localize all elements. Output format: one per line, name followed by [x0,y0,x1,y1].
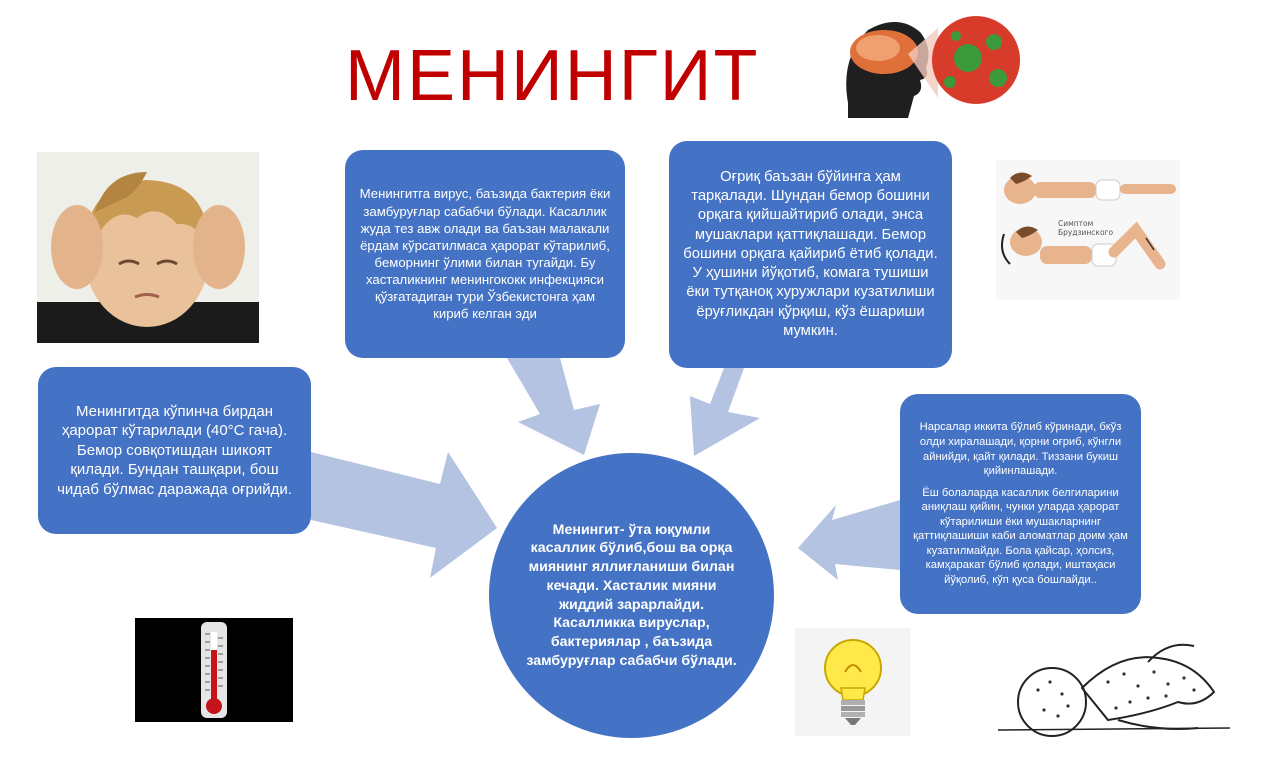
page-title: МЕНИНГИТ [345,36,760,116]
arrow-top-left [507,358,600,455]
fever-info-text: Менингитда кўпинча бирдан ҳарорат кўтарилади (40°С гача). Бемор совқотишдан шикоят қилади. Бундан ташқари, бош чидаб бўлмас даражада оғрийди. [57,402,292,498]
symptoms-info-text-1: Нарсалар иккита бўлиб кўринади, бкўз олди хиралашади, қорни оғриб, кўнгли айнийди, қайт қилади. Тиззани букиш қийинлашади. [919,421,1122,478]
pain-info-box [669,141,952,368]
symptoms-info-text-2: Ёш болаларда касаллик белгиларини аниқлаш қийин, чунки уларда ҳарорат кўтарилиши ёки мушакларнинг қаттиқлашиши каби аломатлар доим ҳам кузатилмайди. Бола қайсар, ҳолсиз, камҳаракат бўлиб қолади, иштаҳаси йўқолиб, кўп қуса бошлайди.. [913,486,1128,587]
thermometer-image [135,618,293,722]
headache-child-image [37,152,259,343]
rash-sketch-image [998,632,1230,742]
arrow-top-right [690,368,760,456]
symptoms-info-box [900,394,1141,614]
brain-virus-image [838,8,1028,118]
brudzinski-caption: Симптом Брудзинского [1058,219,1114,238]
light-bulb-image [795,628,911,736]
arrow-left [311,452,497,578]
cause-info-text: Менингитга вирус, баъзида бактерия ёки замбуруғлар сабабчи бўлади. Касаллик жуда тез авж олади ва баъзан малакали ёрдам кўрсатилмаса ҳарорат кўтарилиб, беморнинг ўлими билан тугайди. Бу хасталикнинг менингококк инфекцияси қўзғатадиган тури Ўзбекистонга ҳам кириб келган эди [359,186,611,322]
definition-text: Менингит- ўта юқумли касаллик бўлиб,бош ва орқа миянинг яллиғланиши билан кечади. Хасталик мияни жиддий зарарлайди. Касалликка вируслар, бактериялар , баъзида замбуруғлар сабабчи бўлади. [526,521,737,669]
definition-circle [489,453,774,738]
arrow-right [798,500,900,580]
cause-info-box [345,150,625,358]
fever-info-box [38,367,311,534]
pain-info-text: Оғриқ баъзан бўйинга ҳам тарқалади. Шундан бемор бошини орқага қийшайтириб олади, энса мушаклари қаттиқлашади. Бемор бошини орқага қайириб ётиб қолади. У ҳушини йўқотиб, комага тушиши ёки тутқаноқ хуружлари кузатилиши ёруғликдан қўрқиш, кўз ёшариши мумкин. [683,168,938,339]
